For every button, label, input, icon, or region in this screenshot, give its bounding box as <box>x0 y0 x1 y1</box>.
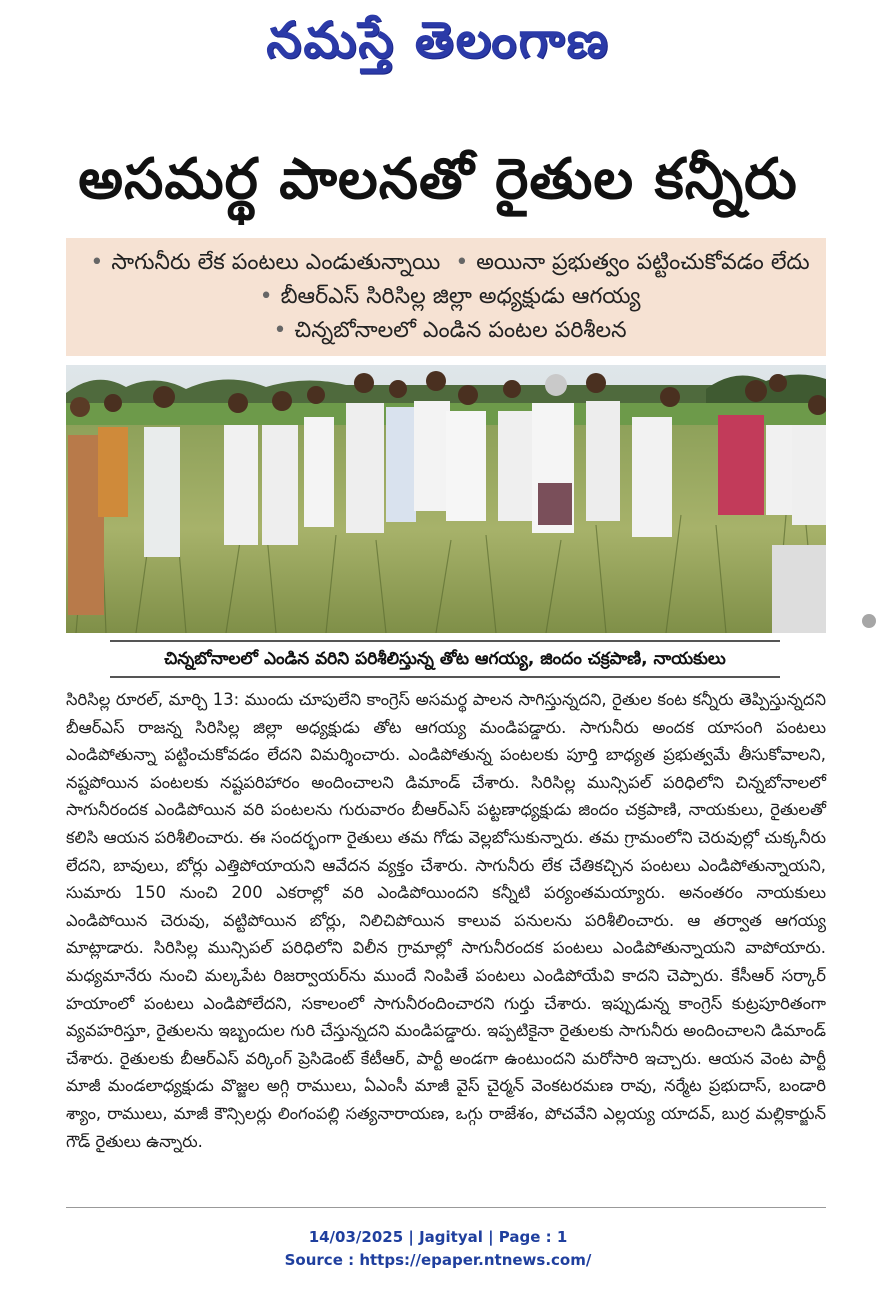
field-inspection-photo <box>66 365 826 633</box>
article-body <box>66 686 826 1192</box>
article-photo <box>66 365 826 633</box>
highlight-2: అయినా ప్రభుత్వం పట్టించుకోవడం లేదు <box>476 250 810 275</box>
bullet-icon: • <box>273 318 287 343</box>
bullet-icon: • <box>259 284 273 309</box>
page-footer <box>0 1226 876 1272</box>
bullet-icon: • <box>90 250 104 275</box>
highlight-4: చిన్నబోనాలలో ఎండిన పంటల పరిశీలన <box>294 318 627 343</box>
scroll-indicator[interactable] <box>862 614 876 628</box>
highlight-1: సాగునీరు లేక పంటలు ఎండుతున్నాయి <box>111 250 441 275</box>
photo-caption: చిన్నబోనాలలో ఎండిన వరిని పరిశీలిస్తున్న తోట ఆగయ్య, జిందం చక్రపాణి, నాయకులు <box>110 640 780 678</box>
article-headline: అసమర్థ పాలనతో రైతుల కన్నీరు <box>78 147 798 212</box>
article-paragraph: సిరిసిల్ల రూరల్, మార్చి 13: ముందు చూపులేని కాంగ్రెస్ అసమర్థ పాలన సాగిస్తున్నదని, రైతుల కంట కన్నీరు తెప్పిస్తున్నదని బీఆర్ఎస్ రాజన్న సిరిసిల్ల జిల్లా అధ్యక్షుడు తోట ఆగయ్య మండిపడ్డారు. సాగునీరు అందక యాసంగి పంటలు ఎండిపోతున్నా పట్టించుకోవడం లేదని విమర్శించారు. ఎండిపోతున్న పంటలకు పూర్తి బాధ్యత ప్రభుత్వమే తీసుకోవాలని, నష్టపోయిన పంటలకు నష్టపరిహారం అందించాలని డిమాండ్ చేశారు. సిరిసిల్ల మున్సిపల్ పరిధిలోని చిన్నబోనాలలో సాగునీరందక ఎండిపోయిన వరి పంటలను గురువారం బీఆర్ఎస్ పట్టణాధ్యక్షుడు జిందం చక్రపాణి, నాయకులు, రైతులతో కలిసి ఆయన పరిశీలించారు. ఈ సందర్భంగా రైతులు తమ గోడు వెల్లబోసుకున్నారు. తమ గ్రామంలోని చెరువుల్లో చుక్కనీరు లేదని, బావులు, బోర్లు ఎత్తిపోయాయని ఆవేదన వ్యక్తం చేశారు. సాగునీరు లేక చేతికచ్చిన పంటలు ఎండిపోతున్నాయని, సుమారు 150 నుంచి 200 ఎకరాల్లో వరి ఎండిపోయిందని కన్నీటి పర్యంతమయ్యారు. అనంతరం నాయకులు ఎండిపోయిన చెరువు, వట్టిపోయిన బోర్లు, నిలిచిపోయిన కాలువ పనులను పరిశీలించారు. ఆ తర్వాత ఆగయ్య మాట్లాడారు. సిరిసిల్ల మున్సిపల్ పరిధిలోని విలీన గ్రామాల్లో సాగునీరందక పంటలు ఎండిపోతున్నాయని వాపోయారు. మధ్యమానేరు నుంచి మల్కపేట రిజర్వాయర్‌ను ముందే నింపితే పంటలు ఎండిపోయేవి కాదని చెప్పారు. కేసీఆర్ సర్కార్ హయాంలో పంటలు ఎండిపోలేదని, సకాలంలో సాగునీరందించారని గుర్తు చేశారు. ఇప్పుడున్న కాంగ్రెస్ కుట్రపూరితంగా వ్యవహరిస్తూ, రైతులను ఇబ్బందుల గురి చేస్తున్నదని మండిపడ్డారు. ఇప్పటికైనా రైతులకు సాగునీరు అందించాలని డిమాండ్ చేశారు. రైతులకు బీఆర్ఎస్ వర్కింగ్ ప్రెసిడెంట్ కేటీఆర్, పార్టీ అండగా ఉంటుందని మరోసారి ఇచ్చారు. ఆయన వెంట పార్టీ మాజీ మండలాధ్యక్షుడు వొజ్జల అగ్గి రాములు, ఏఎంసీ మాజీ వైస్ చైర్మన్ వెంకటరమణ రావు, నర్మేట ప్రభుదాస్, బండారి శ్యాం, రాములు, మాజీ కౌన్సిలర్లు లింగంపల్లి సత్యనారాయణ, ఒగ్గు రాజేశం, పోచవేని ఎల్లయ్య యాదవ్, బుర్ర మల్లికార్జున్ గౌడ్ రైతులు ఉన్నారు. <box>66 690 826 1151</box>
bullet-icon: • <box>455 250 469 275</box>
source-link[interactable]: Source : https://epaper.ntnews.com/ <box>284 1251 592 1269</box>
edition-info: 14/03/2025 | Jagityal | Page : 1 <box>308 1228 568 1246</box>
newspaper-masthead: నమస్తే తెలంగాణ <box>266 11 610 69</box>
highlights-box <box>66 238 826 356</box>
highlight-3: బీఆర్ఎస్ సిరిసిల్ల జిల్లా అధ్యక్షుడు ఆగయ్య <box>280 284 641 309</box>
footer-divider <box>66 1207 826 1208</box>
